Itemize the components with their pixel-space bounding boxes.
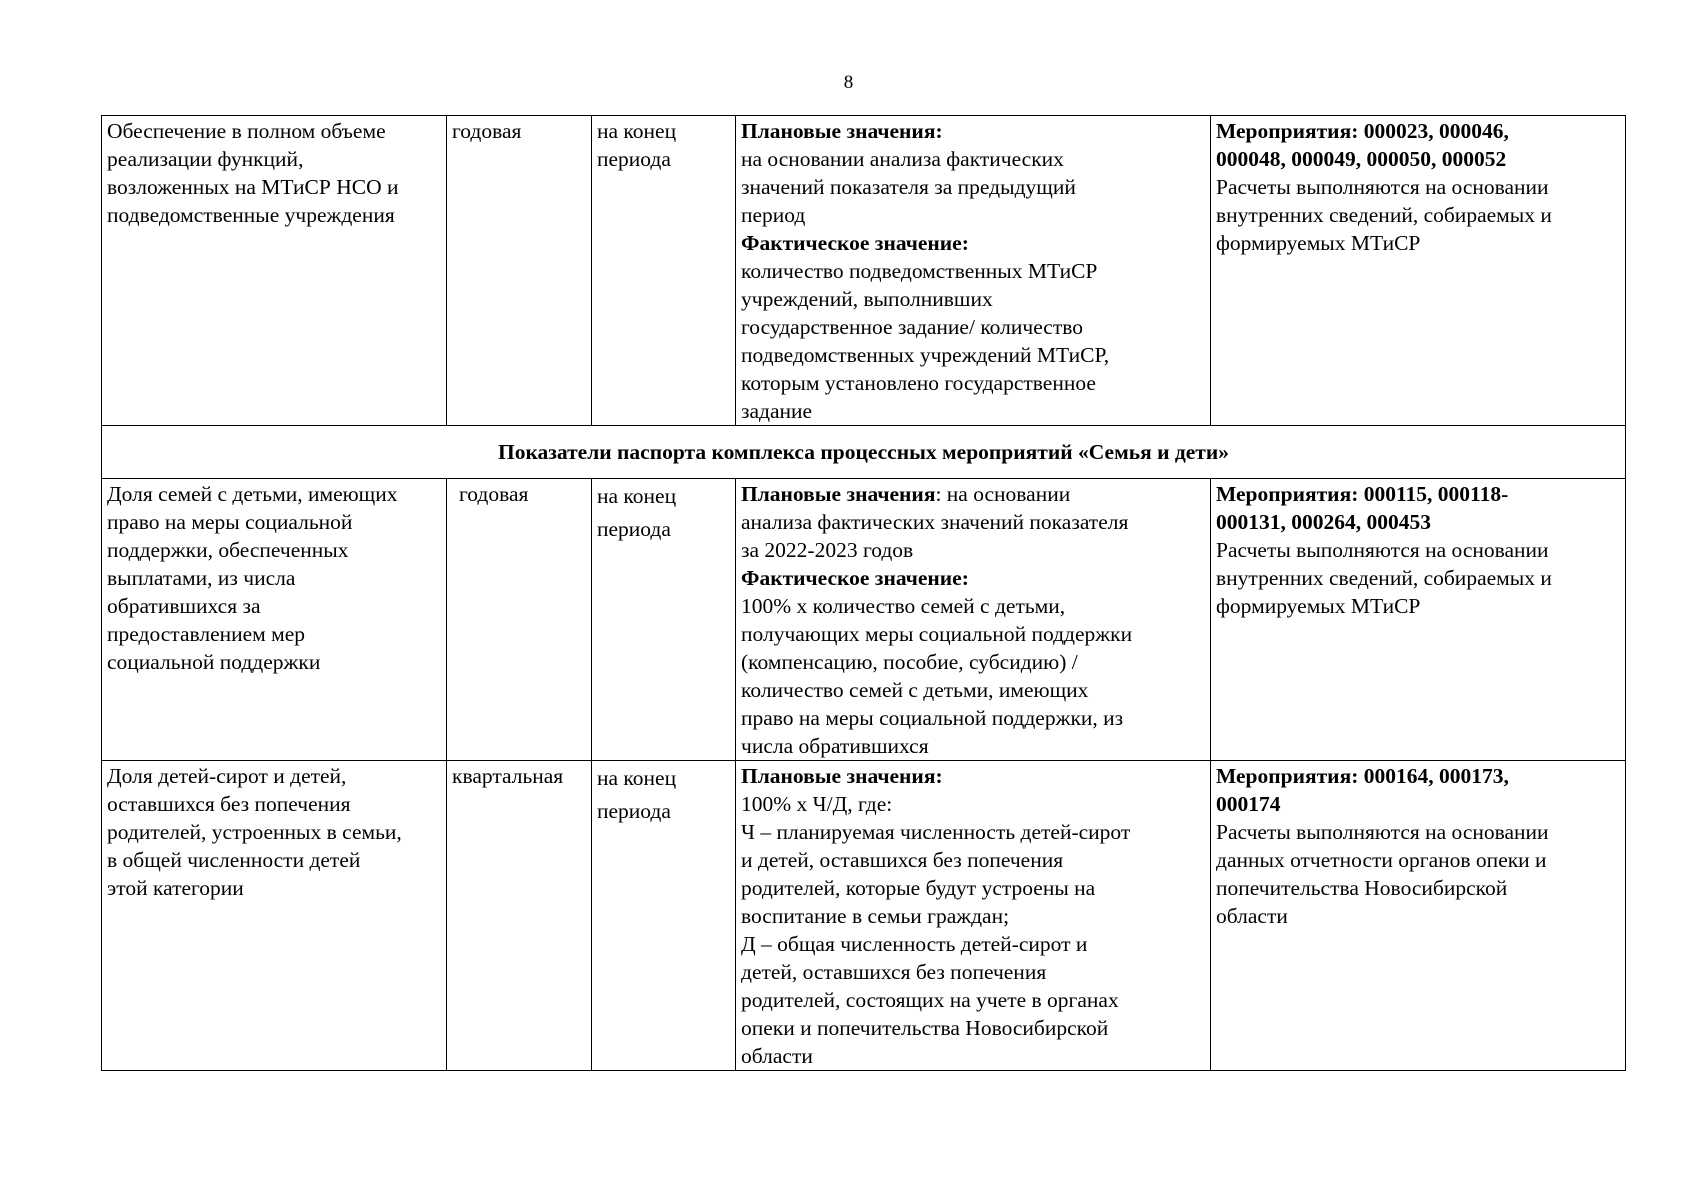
cell-text-line: родителей, состоящих на учете в органах [741, 988, 1119, 1012]
date-cell [592, 479, 736, 761]
cell-text-line: государственное задание/ количество [741, 315, 1083, 339]
cell-text-line: Расчеты выполняются на основании [1216, 175, 1549, 199]
cell-text-line: периода [597, 799, 671, 823]
method-cell [736, 479, 1211, 761]
cell-text-line: детей, оставшихся без попечения [741, 960, 1047, 984]
cell-text-line: годовая [452, 119, 522, 143]
periodicity-cell [447, 479, 592, 761]
cell-heading-line: Плановые значения: [741, 119, 943, 143]
cell-text-line: годовая [459, 482, 529, 506]
cell-text-line: внутренних сведений, собираемых и [1216, 203, 1552, 227]
cell-text-line: периода [597, 517, 671, 541]
cell-text-line: социальной поддержки [107, 650, 321, 674]
method-cell [736, 761, 1211, 1071]
method-lines [741, 508, 1205, 760]
cell-text-line: на конец [597, 484, 677, 508]
method-cell [736, 116, 1211, 426]
source-cell [1211, 761, 1626, 1071]
cell-text-line: значений показателя за предыдущий [741, 175, 1076, 199]
section-row [102, 426, 1626, 479]
cell-text-line: количество подведомственных МТиСР [741, 259, 1098, 283]
date-cell [592, 116, 736, 426]
cell-heading-line: Фактическое значение: [741, 566, 969, 590]
cell-text-line: числа обратившихся [741, 734, 929, 758]
table-row [102, 761, 1626, 1071]
cell-text-line: период [741, 203, 806, 227]
cell-text-line: анализа фактических значений показателя [741, 510, 1129, 534]
cell-text-line: Доля семей с детьми, имеющих [107, 482, 398, 506]
cell-text-line: учреждений, выполнивших [741, 287, 993, 311]
method-planned-rest: : на основании [935, 482, 1071, 506]
cell-text-line: Расчеты выполняются на основании [1216, 538, 1549, 562]
cell-text-line: данных отчетности органов опеки и [1216, 848, 1547, 872]
indicator-cell [102, 116, 447, 426]
cell-text-line: количество семей с детьми, имеющих [741, 678, 1089, 702]
cell-text-line: Обеспечение в полном объеме [107, 119, 386, 143]
cell-text-line: области [741, 1044, 813, 1068]
cell-text-line: на конец [597, 119, 677, 143]
source-cell [1211, 479, 1626, 761]
cell-text-line: воспитание в семьи граждан; [741, 904, 1010, 928]
indicators-table [101, 115, 1626, 1071]
cell-text-line: предоставлением мер [107, 622, 306, 646]
method-line [741, 480, 1205, 508]
cell-text-line: Д – общая численность детей-сирот и [741, 932, 1088, 956]
cell-heading-line: 000048, 000049, 000050, 000052 [1216, 147, 1507, 171]
cell-text-line: на основании анализа фактических [741, 147, 1064, 171]
date-cell [592, 761, 736, 1071]
cell-heading-line: Мероприятия: 000115, 000118- [1216, 482, 1509, 506]
cell-text-line: право на меры социальной поддержки, из [741, 706, 1124, 730]
cell-text-line: и детей, оставшихся без попечения [741, 848, 1064, 872]
cell-text-line: обратившихся за [107, 594, 261, 618]
cell-text-line: Расчеты выполняются на основании [1216, 820, 1549, 844]
cell-heading-line: Мероприятия: 000164, 000173, [1216, 764, 1509, 788]
cell-text-line: возложенных на МТиСР НСО и [107, 175, 399, 199]
cell-text-line: Доля детей-сирот и детей, [107, 764, 347, 788]
cell-text-line: подведомственные учреждения [107, 203, 395, 227]
cell-heading-line: Плановые значения: [741, 764, 943, 788]
table-row [102, 479, 1626, 761]
cell-text-line: (компенсацию, пособие, субсидию) / [741, 650, 1078, 674]
cell-text-line: которым установлено государственное [741, 371, 1096, 395]
cell-text-line: подведомственных учреждений МТиСР, [741, 343, 1110, 367]
indicator-cell [102, 761, 447, 1071]
cell-text-line: за 2022-2023 годов [741, 538, 914, 562]
method-planned-label: Плановые значения [741, 482, 936, 506]
cell-text-line: квартальная [452, 764, 564, 788]
cell-text-line: Ч – планируемая численность детей-сирот [741, 820, 1131, 844]
table-row [102, 116, 1626, 426]
page-number: 8 [843, 72, 854, 93]
cell-heading-line: Мероприятия: 000023, 000046, [1216, 119, 1509, 143]
cell-text-line: поддержки, обеспеченных [107, 538, 349, 562]
cell-text-line: формируемых МТиСР [1216, 231, 1421, 255]
cell-text-line: в общей численности детей [107, 848, 361, 872]
cell-text-line: 100% х количество семей с детьми, [741, 594, 1066, 618]
cell-text-line: получающих меры социальной поддержки [741, 622, 1133, 646]
cell-text-line: 100% х Ч/Д, где: [741, 792, 893, 816]
cell-text-line: оставшихся без попечения [107, 792, 351, 816]
cell-text-line: родителей, которые будут устроены на [741, 876, 1096, 900]
cell-text-line: задание [741, 399, 813, 423]
cell-text-line: попечительства Новосибирской [1216, 876, 1508, 900]
cell-text-line: выплатами, из числа [107, 566, 296, 590]
cell-text-line: области [1216, 904, 1288, 928]
cell-text-line: реализации функций, [107, 147, 304, 171]
cell-heading-line: Фактическое значение: [741, 231, 969, 255]
cell-text-line: внутренних сведений, собираемых и [1216, 566, 1552, 590]
indicator-cell [102, 479, 447, 761]
periodicity-cell [447, 116, 592, 426]
cell-text-line: право на меры социальной [107, 510, 353, 534]
source-cell [1211, 116, 1626, 426]
cell-text-line: периода [597, 147, 671, 171]
periodicity-cell [447, 761, 592, 1071]
cell-text-line: формируемых МТиСР [1216, 594, 1421, 618]
cell-text-line: на конец [597, 766, 677, 790]
cell-text-line: родителей, устроенных в семьи, [107, 820, 402, 844]
cell-text-line: этой категории [107, 876, 244, 900]
cell-heading-line: 000174 [1216, 792, 1281, 816]
section-title: Показатели паспорта комплекса процессных мероприятий «Семья и дети» [102, 426, 1626, 479]
cell-text-line: опеки и попечительства Новосибирской [741, 1016, 1109, 1040]
cell-heading-line: 000131, 000264, 000453 [1216, 510, 1431, 534]
